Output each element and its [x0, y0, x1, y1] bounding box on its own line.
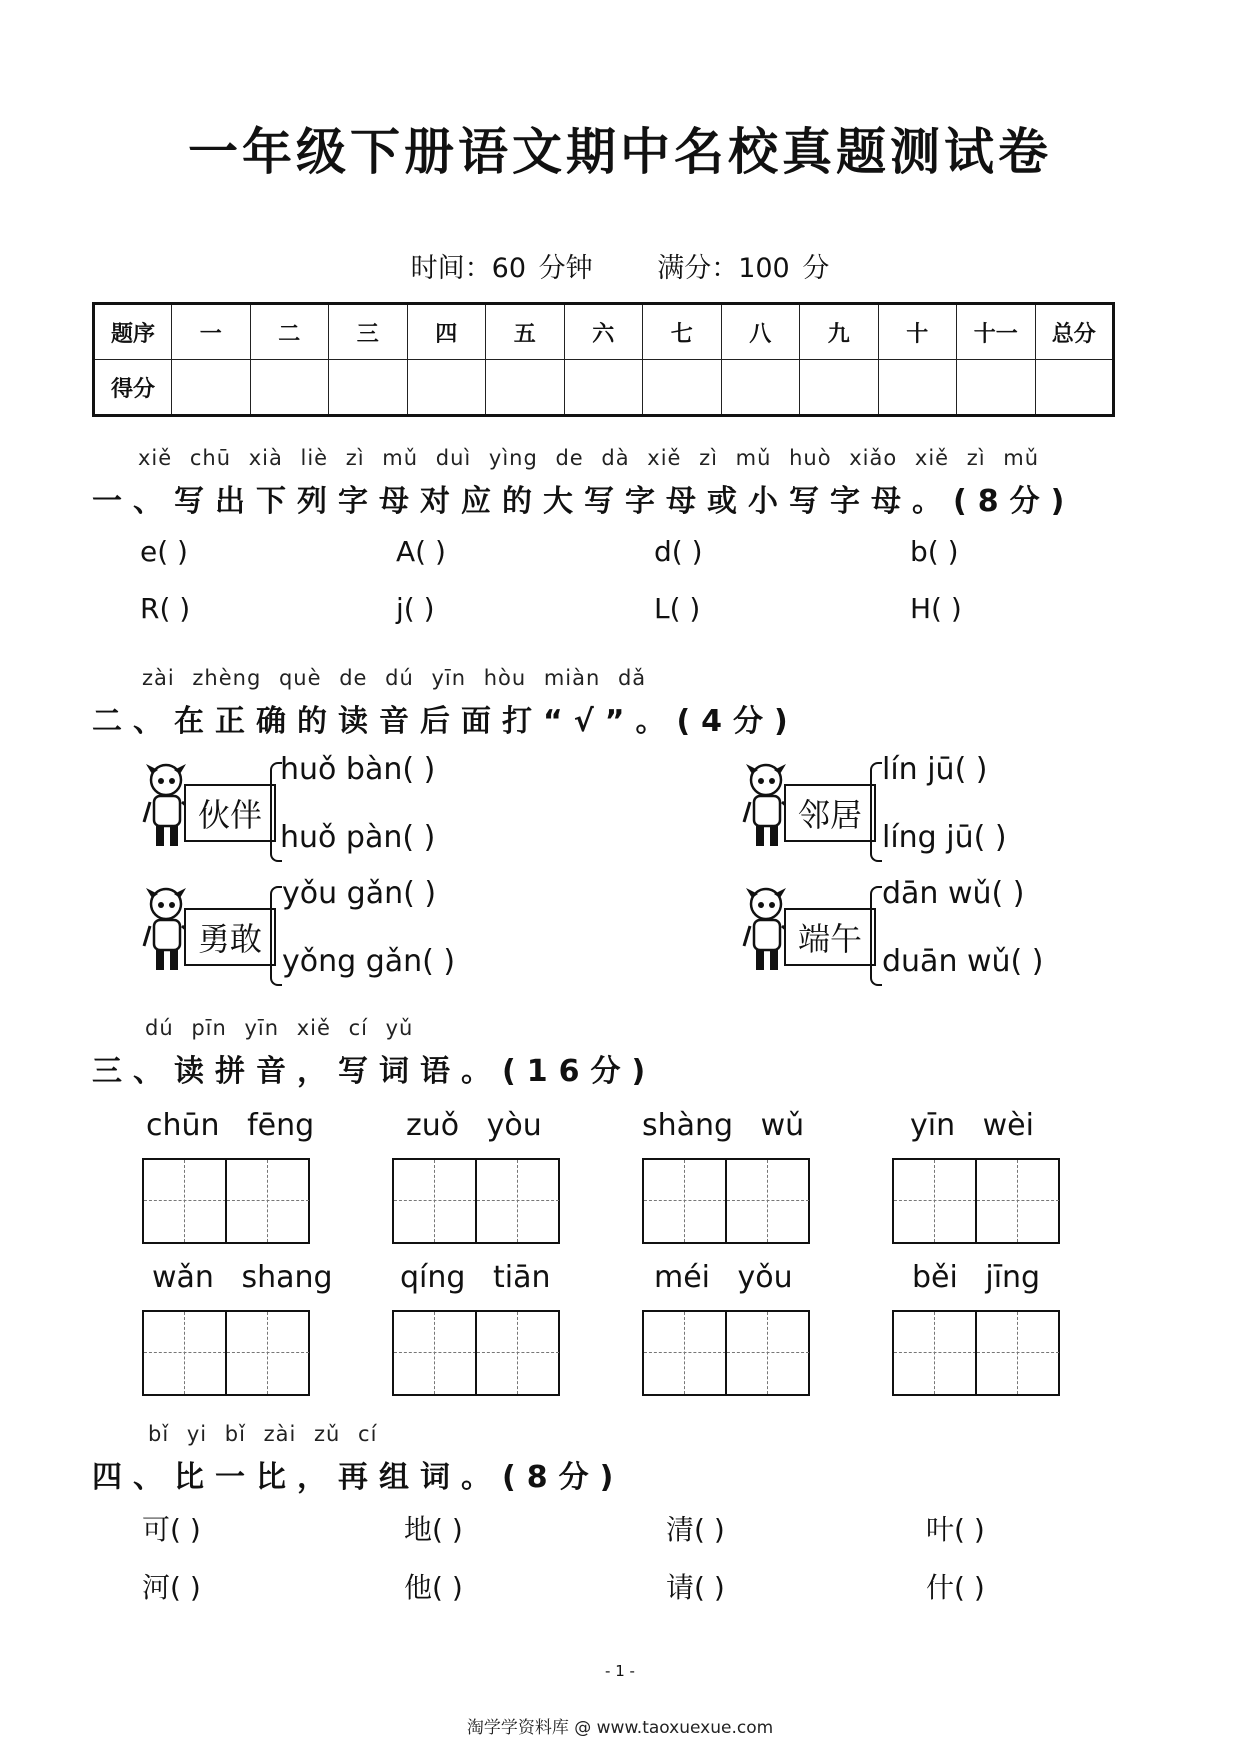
score-table-header-row	[94, 304, 1114, 360]
writing-cell[interactable]	[894, 1160, 975, 1242]
pinyin-option[interactable]: dān wǔ( )	[882, 876, 1025, 911]
letter-item[interactable]: H( )	[910, 592, 962, 625]
section1-heading: 一、写出下列字母对应的大写字母或小写字母。(8分)	[92, 484, 1076, 519]
writing-grid[interactable]	[642, 1158, 810, 1244]
letter-item[interactable]: e( )	[140, 535, 188, 568]
brace	[870, 762, 882, 862]
word-pinyin: qíng tiān	[400, 1260, 551, 1295]
letter-item[interactable]: R( )	[140, 592, 191, 625]
compare-item[interactable]: 叶( )	[926, 1513, 985, 1546]
exam-time: 时间：60 分钟	[410, 253, 593, 284]
word-pinyin: zuǒ yòu	[406, 1108, 542, 1143]
score-header-cell: 九	[800, 304, 879, 360]
writing-grid[interactable]	[392, 1158, 560, 1244]
score-cell[interactable]	[1035, 360, 1114, 416]
section4-pinyin: bǐ yi bǐ zài zǔ cí	[148, 1422, 378, 1446]
word-pinyin: yīn wèi	[910, 1108, 1034, 1143]
score-table-score-row	[94, 360, 1114, 416]
score-header-cell: 八	[721, 304, 800, 360]
word-pinyin: wǎn shang	[152, 1260, 333, 1295]
score-cell[interactable]	[957, 360, 1036, 416]
score-cell[interactable]	[643, 360, 722, 416]
section2-pinyin: zài zhèng què de dú yīn hòu miàn dǎ	[142, 666, 647, 690]
exam-full-score: 满分：100 分	[657, 253, 830, 284]
score-cell[interactable]	[407, 360, 486, 416]
pinyin-option[interactable]: yǒu gǎn( )	[282, 876, 437, 911]
compare-item[interactable]: 可( )	[142, 1513, 201, 1546]
pinyin-option[interactable]: lín jū( )	[882, 752, 988, 787]
writing-cell[interactable]	[475, 1312, 558, 1394]
writing-cell[interactable]	[644, 1160, 725, 1242]
word-box: 伙伴	[184, 784, 276, 842]
score-cell[interactable]	[878, 360, 957, 416]
writing-cell[interactable]	[894, 1312, 975, 1394]
letter-item[interactable]: b( )	[910, 535, 959, 568]
score-header-cell: 题序	[94, 304, 172, 360]
score-cell[interactable]	[250, 360, 329, 416]
pinyin-option[interactable]: duān wǔ( )	[882, 944, 1044, 979]
writing-cell[interactable]	[975, 1312, 1058, 1394]
word-box: 勇敢	[184, 908, 276, 966]
section4-heading: 四、比一比，再组词。(8分)	[92, 1460, 625, 1495]
writing-cell[interactable]	[144, 1312, 225, 1394]
letter-item[interactable]: A( )	[396, 535, 446, 568]
writing-grid[interactable]	[142, 1310, 310, 1396]
page-number: - 1 -	[605, 1662, 635, 1680]
letter-item[interactable]: L( )	[654, 592, 701, 625]
score-header-cell: 三	[329, 304, 408, 360]
letter-item[interactable]: d( )	[654, 535, 703, 568]
brace	[270, 886, 282, 986]
score-header-cell: 十一	[957, 304, 1036, 360]
score-cell[interactable]	[486, 360, 565, 416]
score-row-label: 得分	[94, 360, 172, 416]
pinyin-option[interactable]: líng jū( )	[882, 820, 1007, 855]
writing-cell[interactable]	[225, 1312, 308, 1394]
writing-cell[interactable]	[725, 1160, 808, 1242]
section3-pinyin: dú pīn yīn xiě cí yǔ	[145, 1016, 414, 1040]
score-cell[interactable]	[564, 360, 643, 416]
word-pinyin: běi jīng	[912, 1260, 1041, 1295]
footer-watermark: 淘学学资料库 @ www.taoxuexue.com	[466, 1718, 774, 1738]
writing-grid[interactable]	[892, 1158, 1060, 1244]
word-pinyin: shàng wǔ	[642, 1108, 805, 1143]
page-title: 一年级下册语文期中名校真题测试卷	[188, 123, 1052, 181]
writing-cell[interactable]	[644, 1312, 725, 1394]
writing-cell[interactable]	[725, 1312, 808, 1394]
letter-item[interactable]: j( )	[396, 592, 435, 625]
compare-item[interactable]: 请( )	[666, 1571, 725, 1604]
writing-cell[interactable]	[475, 1160, 558, 1242]
writing-grid[interactable]	[142, 1158, 310, 1244]
word-box: 邻居	[784, 784, 876, 842]
pinyin-option[interactable]: huǒ bàn( )	[280, 752, 436, 787]
brace	[870, 886, 882, 986]
score-cell[interactable]	[721, 360, 800, 416]
writing-grid[interactable]	[642, 1310, 810, 1396]
score-header-cell: 一	[172, 304, 251, 360]
score-header-cell: 四	[407, 304, 486, 360]
writing-cell[interactable]	[975, 1160, 1058, 1242]
score-table	[92, 302, 1115, 417]
score-header-cell: 十	[878, 304, 957, 360]
word-pinyin: méi yǒu	[654, 1260, 793, 1295]
score-header-cell: 七	[643, 304, 722, 360]
section3-heading: 三、读拼音，写词语。(16分)	[92, 1054, 657, 1089]
score-header-cell: 六	[564, 304, 643, 360]
word-pinyin: chūn fēng	[146, 1108, 315, 1143]
score-header-cell: 五	[486, 304, 565, 360]
compare-item[interactable]: 河( )	[142, 1571, 201, 1604]
pinyin-option[interactable]: huǒ pàn( )	[280, 820, 436, 855]
score-cell[interactable]	[172, 360, 251, 416]
writing-cell[interactable]	[394, 1312, 475, 1394]
exam-meta	[0, 246, 1240, 285]
score-header-cell: 二	[250, 304, 329, 360]
writing-grid[interactable]	[892, 1310, 1060, 1396]
compare-item[interactable]: 他( )	[404, 1571, 463, 1604]
score-header-cell: 总分	[1035, 304, 1114, 360]
writing-cell[interactable]	[394, 1160, 475, 1242]
compare-item[interactable]: 清( )	[666, 1513, 725, 1546]
writing-cell[interactable]	[144, 1160, 225, 1242]
score-cell[interactable]	[329, 360, 408, 416]
word-box: 端午	[784, 908, 876, 966]
writing-grid[interactable]	[392, 1310, 560, 1396]
compare-item[interactable]: 什( )	[926, 1571, 985, 1604]
pinyin-option[interactable]: yǒng gǎn( )	[282, 944, 456, 979]
score-cell[interactable]	[800, 360, 879, 416]
section1-pinyin: xiě chū xià liè zì mǔ duì yìng de dà xiě zì mǔ huò xiǎo xiě zì mǔ	[138, 446, 1040, 470]
writing-cell[interactable]	[225, 1160, 308, 1242]
compare-item[interactable]: 地( )	[404, 1513, 463, 1546]
section2-heading: 二、在正确的读音后面打“√”。(4分)	[92, 704, 799, 739]
